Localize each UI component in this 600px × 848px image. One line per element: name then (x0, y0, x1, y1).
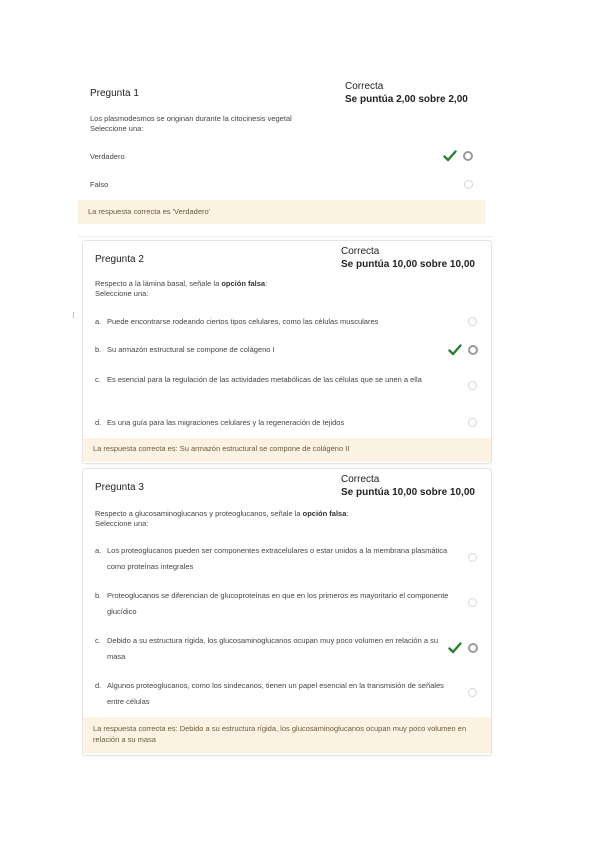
question-title: Pregunta 3 (95, 482, 144, 493)
grade-label: Se puntúa 2,00 sobre 2,00 (345, 94, 468, 105)
question-text-bold: opción falsa (221, 279, 266, 288)
option-text: Proteoglucanos se diferencian de glucoproteínas en que en los primeros es mayoritario el componente glucídico (107, 591, 449, 616)
option-letter: c. (95, 636, 101, 645)
option-letter: b. (95, 345, 102, 354)
option-false[interactable] (90, 177, 108, 192)
select-one-label: Seleccione una: (95, 519, 149, 528)
question-text-main: Los plasmodesmos se originan durante la citocinesis vegetal (90, 114, 292, 123)
select-one-label: Seleccione una: (95, 289, 149, 298)
radio-option-d[interactable] (468, 418, 477, 427)
correct-check-icon (448, 642, 462, 654)
option-text: Algunos proteoglucanos, como los sindecanos, tienen un papel esencial en la transmisión de señales entre células (107, 681, 444, 706)
question-card-2 (82, 240, 492, 464)
option-b[interactable] (95, 342, 455, 357)
feedback-box (83, 717, 491, 753)
option-text: Los proteoglucanos pueden ser componentes extracelulares o estar unidos a la membrana plasmática como proteínas integrales (107, 546, 448, 571)
status-label: Correcta (345, 81, 384, 92)
option-text: Falso (90, 180, 109, 189)
question-title: Pregunta 2 (95, 254, 144, 265)
feedback-box (83, 438, 491, 462)
radio-option-true[interactable] (463, 151, 473, 161)
option-b[interactable] (95, 588, 455, 620)
question-text (95, 509, 425, 529)
radio-option-c[interactable] (468, 381, 477, 390)
status-label: Correcta (341, 246, 380, 257)
option-true[interactable] (90, 149, 125, 164)
radio-option-a[interactable] (468, 553, 477, 562)
question-status (341, 245, 475, 271)
question-text-bold: opción falsa (302, 509, 347, 518)
question-card-3 (82, 468, 492, 756)
question-status (345, 80, 468, 106)
question-text-main: Respecto a glucosaminoglucanos y proteoglucanos, señale la (95, 509, 303, 518)
option-text: Verdadero (90, 152, 125, 161)
option-letter: b. (95, 591, 102, 600)
option-text: Su armazón estructural se compone de colágeno I (107, 345, 275, 354)
radio-option-b[interactable] (468, 345, 478, 355)
select-one-label: Seleccione una: (90, 124, 144, 133)
option-letter: a. (95, 546, 102, 555)
option-letter: c. (95, 375, 101, 384)
option-a[interactable] (95, 543, 455, 575)
radio-option-d[interactable] (468, 688, 477, 697)
option-c[interactable] (95, 372, 455, 387)
option-letter: d. (95, 418, 102, 427)
option-text: Puede encontrarse rodeando ciertos tipos celulares, como las células musculares (107, 317, 379, 326)
question-text (90, 114, 390, 134)
radio-option-a[interactable] (468, 317, 477, 326)
question-status (341, 473, 475, 499)
section-divider (78, 236, 492, 237)
feedback-text: La respuesta correcta es 'Verdadero' (88, 207, 211, 216)
question-text-suffix: : (346, 509, 349, 518)
radio-option-b[interactable] (468, 598, 477, 607)
grade-label: Se puntúa 10,00 sobre 10,00 (341, 487, 475, 498)
option-c[interactable] (95, 633, 455, 665)
correct-check-icon (448, 344, 462, 356)
option-text: Es una guía para las migraciones celulares y la regeneración de tejidos (107, 418, 345, 427)
feedback-text: La respuesta correcta es: Debido a su estructura rígida, los glucosaminoglucanos ocupan muy poco volumen en relación a su masa (93, 724, 467, 744)
correct-check-icon (443, 150, 457, 162)
grade-label: Se puntúa 10,00 sobre 10,00 (341, 259, 475, 270)
status-label: Correcta (341, 474, 380, 485)
question-title: Pregunta 1 (90, 88, 139, 99)
feedback-text: La respuesta correcta es: Su armazón estructural se compone de colágeno II (93, 444, 350, 453)
option-text: Es esencial para la regulación de las actividades metabólicas de las células que se unen a ella (107, 375, 422, 384)
option-d[interactable] (95, 678, 455, 710)
radio-option-false[interactable] (464, 180, 473, 189)
option-letter: a. (95, 317, 102, 326)
feedback-box (78, 200, 485, 224)
question-text-suffix: : (265, 279, 268, 288)
question-text-main: Respecto a la lámina basal, señale la (95, 279, 222, 288)
option-a[interactable] (95, 314, 455, 329)
question-text (95, 279, 425, 299)
option-d[interactable] (95, 415, 455, 430)
radio-option-c[interactable] (468, 643, 478, 653)
option-text: Debido a su estructura rígida, los glucosaminoglucanos ocupan muy poco volumen en relación a su masa (107, 636, 439, 661)
option-letter: d. (95, 681, 102, 690)
question-card-1 (78, 76, 485, 226)
margin-mark (73, 312, 74, 318)
